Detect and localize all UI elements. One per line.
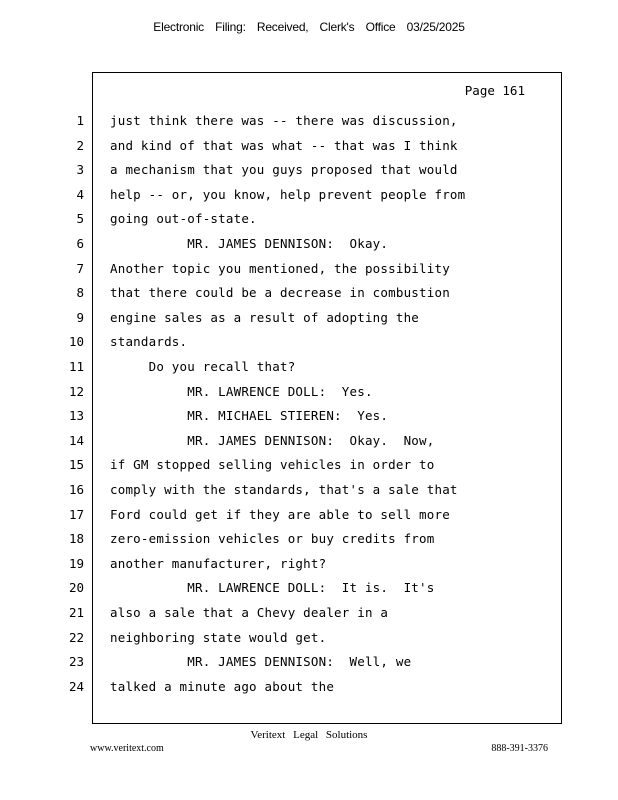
line-number: 13 [68, 408, 84, 423]
transcript-line-text: engine sales as a result of adopting the [110, 310, 420, 325]
transcript-line-text: if GM stopped selling vehicles in order to [110, 457, 435, 472]
transcript-line-text: MR. MICHAEL STIEREN: Yes. [110, 408, 389, 423]
page-number: Page 161 [464, 83, 525, 98]
line-number: 17 [68, 507, 84, 522]
line-number: 23 [68, 654, 84, 669]
transcript-line-text: MR. JAMES DENNISON: Okay. [110, 236, 389, 251]
transcript-line-text: a mechanism that you guys proposed that would [110, 162, 458, 177]
transcript-line-text: talked a minute ago about the [110, 679, 335, 694]
footer-company: Veritext Legal Solutions [250, 729, 368, 741]
footer-website: www.veritext.com [90, 743, 164, 754]
transcript-line-text: also a sale that a Chevy dealer in a [110, 605, 389, 620]
line-number: 10 [68, 334, 84, 349]
line-number: 22 [68, 630, 84, 645]
transcript-line-text: standards. [110, 334, 188, 349]
line-number: 18 [68, 531, 84, 546]
transcript-line-text: zero-emission vehicles or buy credits from [110, 531, 435, 546]
line-number: 11 [68, 359, 84, 374]
line-number: 12 [68, 384, 84, 399]
line-number: 19 [68, 556, 84, 571]
transcript-line-text: Do you recall that? [110, 359, 296, 374]
line-number: 3 [76, 162, 84, 177]
line-number: 21 [68, 605, 84, 620]
transcript-line-text: just think there was -- there was discussion, [110, 113, 458, 128]
transcript-line-text: Another topic you mentioned, the possibility [110, 261, 450, 276]
line-number: 1 [76, 113, 84, 128]
transcript-line-text: another manufacturer, right? [110, 556, 327, 571]
transcript-line-text: going out-of-state. [110, 211, 257, 226]
transcript-line-text: MR. JAMES DENNISON: Well, we [110, 654, 412, 669]
line-number: 24 [68, 679, 84, 694]
line-number: 6 [76, 236, 84, 251]
footer-phone: 888-391-3376 [491, 743, 548, 754]
transcript-line-text: MR. LAWRENCE DOLL: Yes. [110, 384, 373, 399]
line-number: 2 [76, 138, 84, 153]
transcript-line-text: and kind of that was what -- that was I think [110, 138, 458, 153]
transcript-line-text: neighboring state would get. [110, 630, 327, 645]
transcript-line-text: Ford could get if they are able to sell more [110, 507, 450, 522]
transcript-line-text: MR. LAWRENCE DOLL: It is. It's [110, 580, 435, 595]
line-number: 16 [68, 482, 84, 497]
transcript-line-text: help -- or, you know, help prevent people from [110, 187, 466, 202]
line-number: 14 [68, 433, 84, 448]
line-number: 15 [68, 457, 84, 472]
line-number: 9 [76, 310, 84, 325]
transcript-line-text: comply with the standards, that's a sale that [110, 482, 458, 497]
transcript-line-text: that there could be a decrease in combustion [110, 285, 450, 300]
line-number: 5 [76, 211, 84, 226]
filing-stamp-header: Electronic Filing: Received, Clerk's Office 03/25/2025 [153, 20, 465, 34]
line-number: 7 [76, 261, 84, 276]
line-number: 4 [76, 187, 84, 202]
transcript-line-text: MR. JAMES DENNISON: Okay. Now, [110, 433, 435, 448]
line-number: 8 [76, 285, 84, 300]
line-number: 20 [68, 580, 84, 595]
